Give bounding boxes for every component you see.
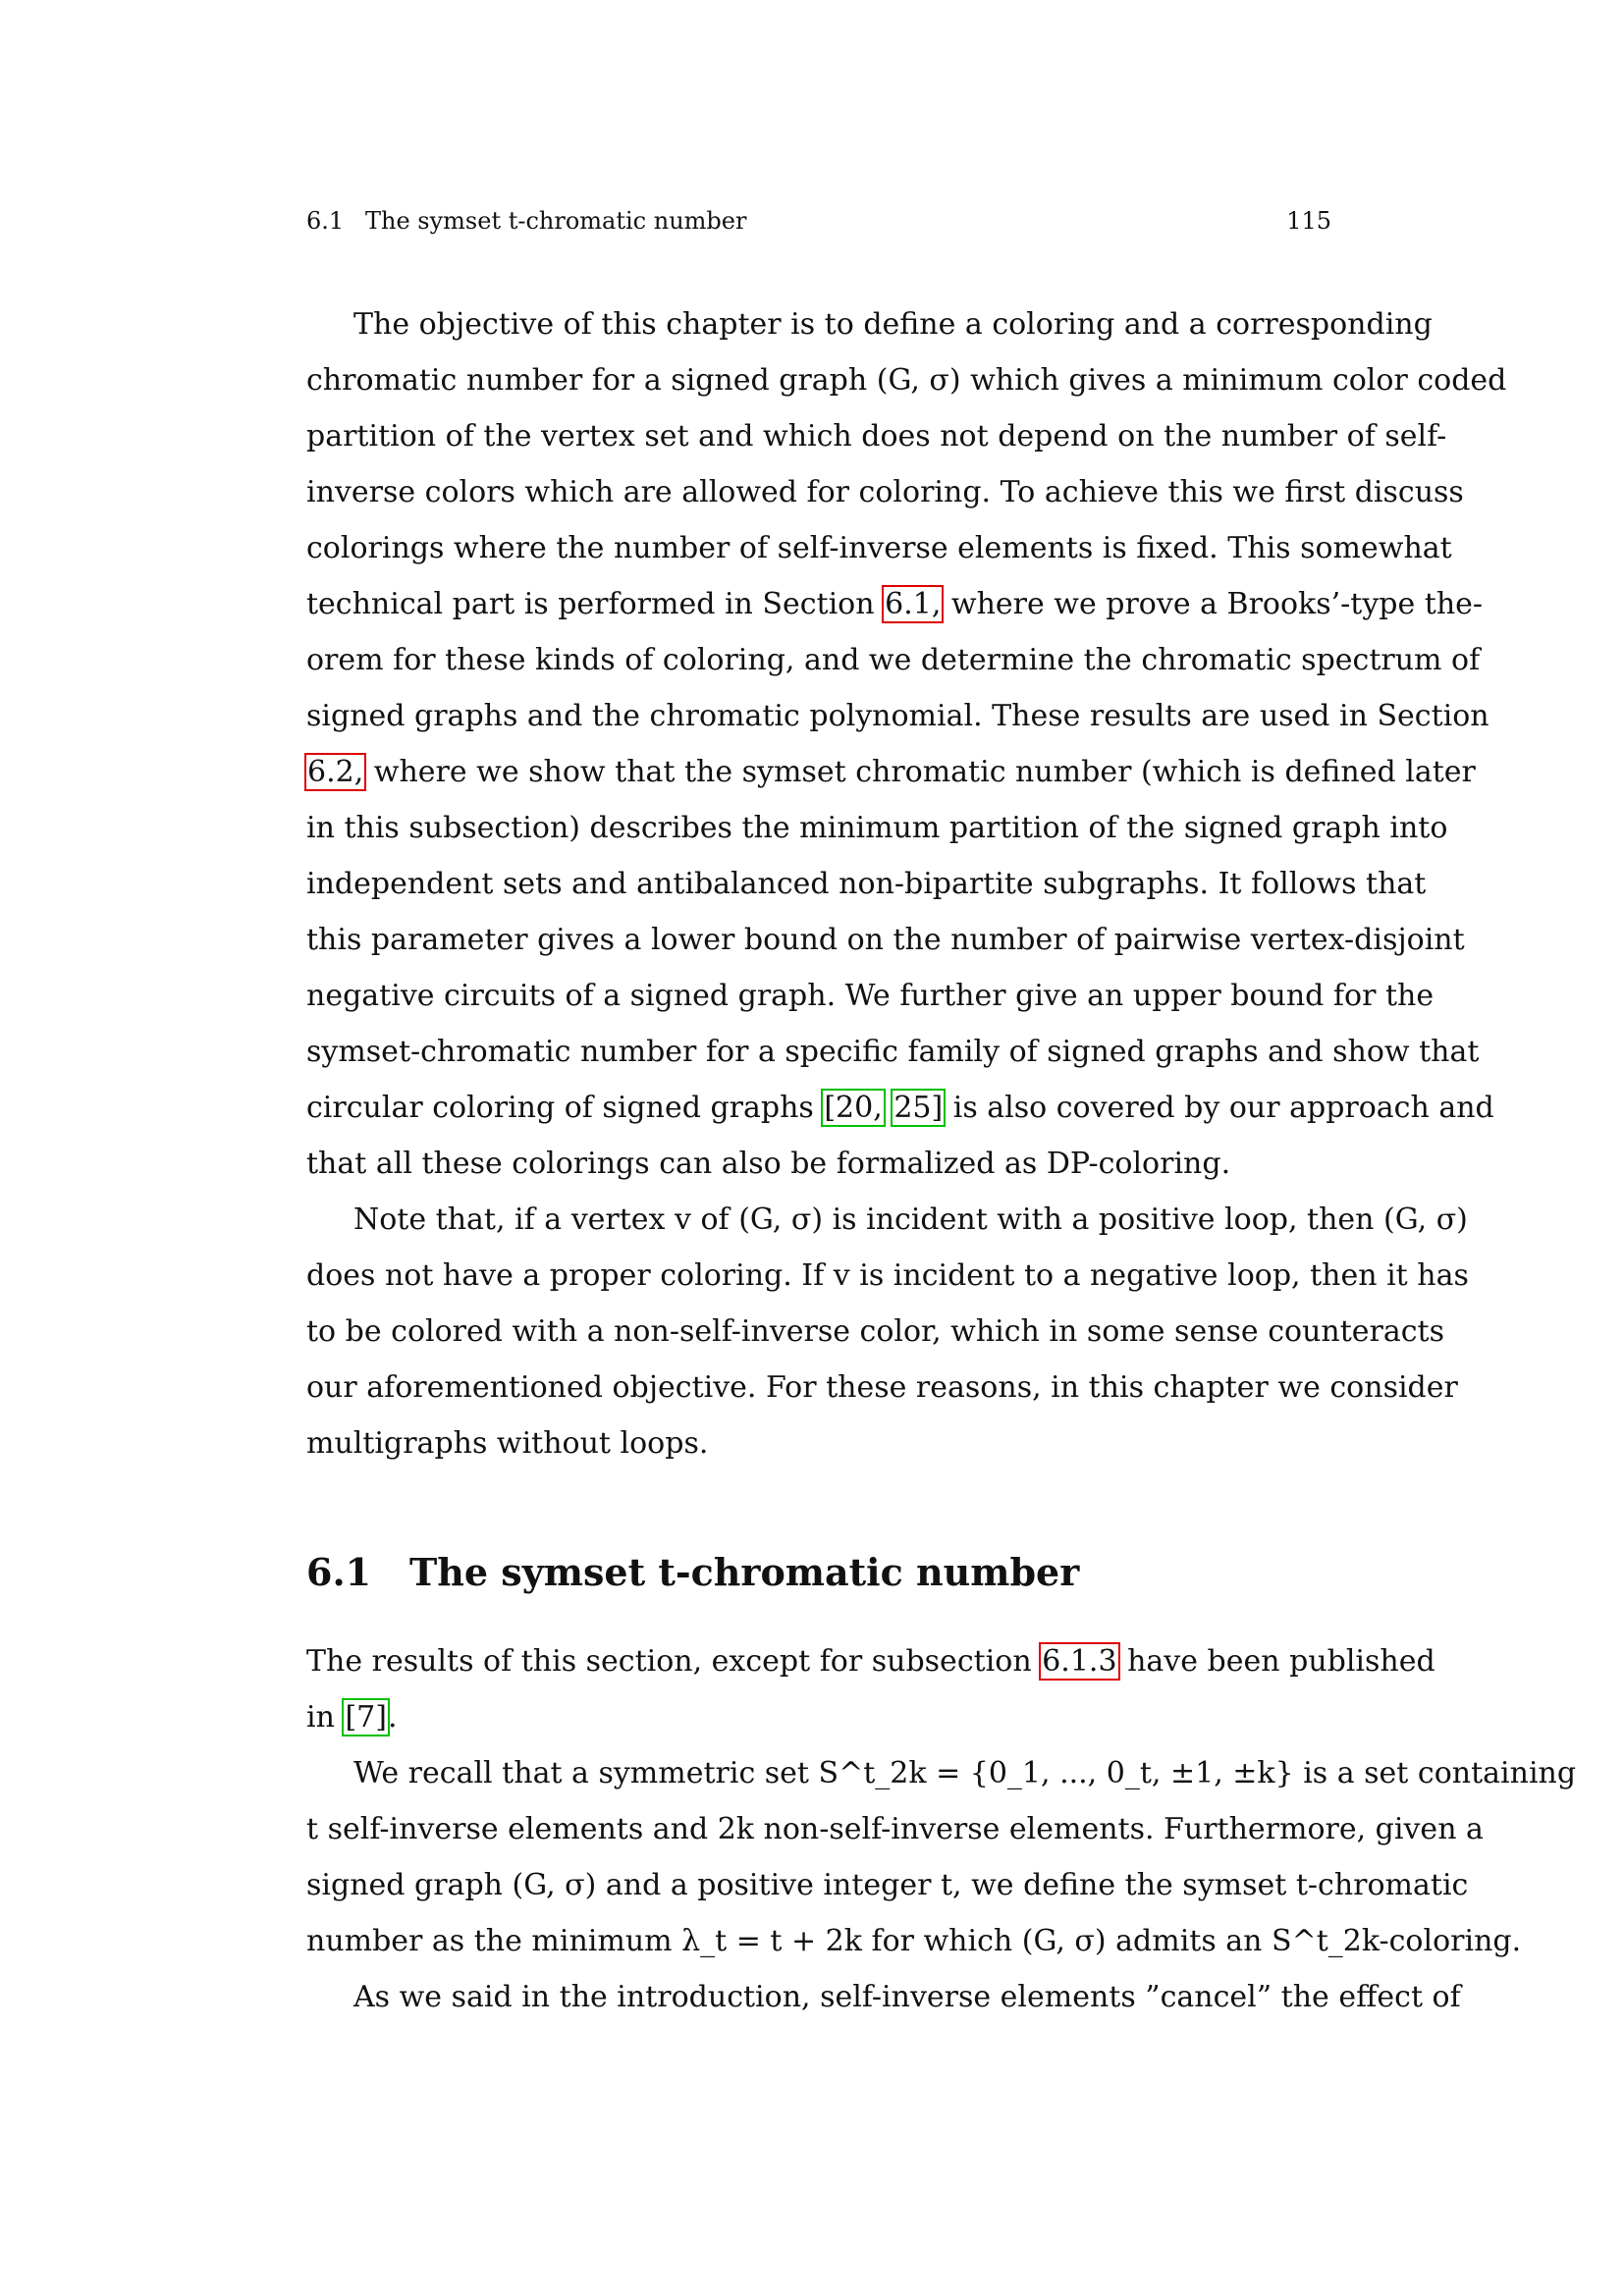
line-text: have been published [1127,1644,1435,1679]
line-text: where we prove a Brooks’-type the- [950,587,1484,621]
paragraph-line: independent sets and antibalanced non-bipartite subgraphs. It follows that [306,867,1427,901]
line-text: where we show that the symset chromatic number (which is defined later [373,755,1476,789]
line-text: in [306,1700,335,1735]
page-number: 115 [1286,207,1331,235]
paragraph-line: this parameter gives a lower bound on the number of pairwise vertex-disjoint [306,923,1465,957]
line-text: The results of this section, except for subsection [306,1644,1032,1679]
citation-link-20[interactable]: [20, [824,1091,883,1125]
paragraph-line [306,1698,1331,1737]
paragraph-line [306,753,1476,792]
paragraph-line: The objective of this chapter is to define a coloring and a corresponding [353,307,1433,342]
line-text: circular coloring of signed graphs [306,1091,814,1125]
citation-group [823,1091,944,1125]
line-text: . [387,1700,398,1735]
paragraph-line: that all these colorings can also be formalized as DP-coloring. [306,1147,1231,1181]
line-text: is also covered by our approach and [952,1091,1494,1125]
citation-link-7[interactable]: [7] [345,1700,387,1735]
paragraph-line [306,1642,1435,1682]
paragraph-line: As we said in the introduction, self-inverse elements ”cancel” the effect of [353,1980,1461,2014]
section-title: The symset t-chromatic number [409,1550,1080,1594]
section-link-6-1[interactable]: 6.1, [885,587,942,621]
running-head-title: The symset t-chromatic number [365,207,747,235]
paragraph-line: to be colored with a non-self-inverse color, which in some sense counteracts [306,1314,1444,1349]
paragraph-line: in this subsection) describes the minimum partition of the signed graph into [306,811,1448,845]
paragraph-line: t self-inverse elements and 2k non-self-inverse elements. Furthermore, given a [306,1812,1484,1846]
paragraph-line: number as the minimum λ_t = t + 2k for which (G, σ) admits an S^t_2k-coloring. [306,1924,1522,1958]
paragraph-line [306,585,1484,624]
subsection-link-6-1-3[interactable]: 6.1.3 [1042,1644,1117,1679]
paragraph-line: multigraphs without loops. [306,1426,709,1461]
paragraph-line: symset-chromatic number for a specific family of signed graphs and show that [306,1035,1480,1069]
running-head-section-number: 6.1 [306,207,345,235]
paragraph-line: inverse colors which are allowed for coloring. To achieve this we first discuss [306,475,1464,509]
section-number: 6.1 [306,1550,372,1594]
paragraph-line [306,1089,1494,1128]
paragraph-line: Note that, if a vertex v of (G, σ) is incident with a positive loop, then (G, σ) [353,1202,1468,1237]
paragraph-line: orem for these kinds of coloring, and we determine the chromatic spectrum of [306,643,1481,677]
section-link-6-2[interactable]: 6.2, [307,755,364,789]
paragraph-line: does not have a proper coloring. If v is incident to a negative loop, then it has [306,1258,1469,1293]
paragraph-line: negative circuits of a signed graph. We further give an upper bound for the [306,979,1435,1013]
paragraph-line: We recall that a symmetric set S^t_2k = {0_1, ..., 0_t, ±1, ±k} is a set containing [353,1756,1577,1790]
paragraph-line: signed graph (G, σ) and a positive integer t, we define the symset t-chromatic [306,1868,1469,1902]
section-heading [306,1548,1331,1597]
line-text: technical part is performed in Section [306,587,875,621]
paragraph-line: our aforementioned objective. For these reasons, in this chapter we consider [306,1370,1458,1405]
paragraph-line: chromatic number for a signed graph (G, σ) which gives a minimum color coded [306,363,1507,398]
paragraph-line: colorings where the number of self-inverse elements is fixed. This somewhat [306,531,1452,565]
paragraph-line: signed graphs and the chromatic polynomial. These results are used in Section [306,699,1489,733]
paragraph-line: partition of the vertex set and which does not depend on the number of self- [306,419,1447,454]
running-head [306,206,1331,236]
citation-link-25[interactable]: 25] [893,1091,944,1125]
